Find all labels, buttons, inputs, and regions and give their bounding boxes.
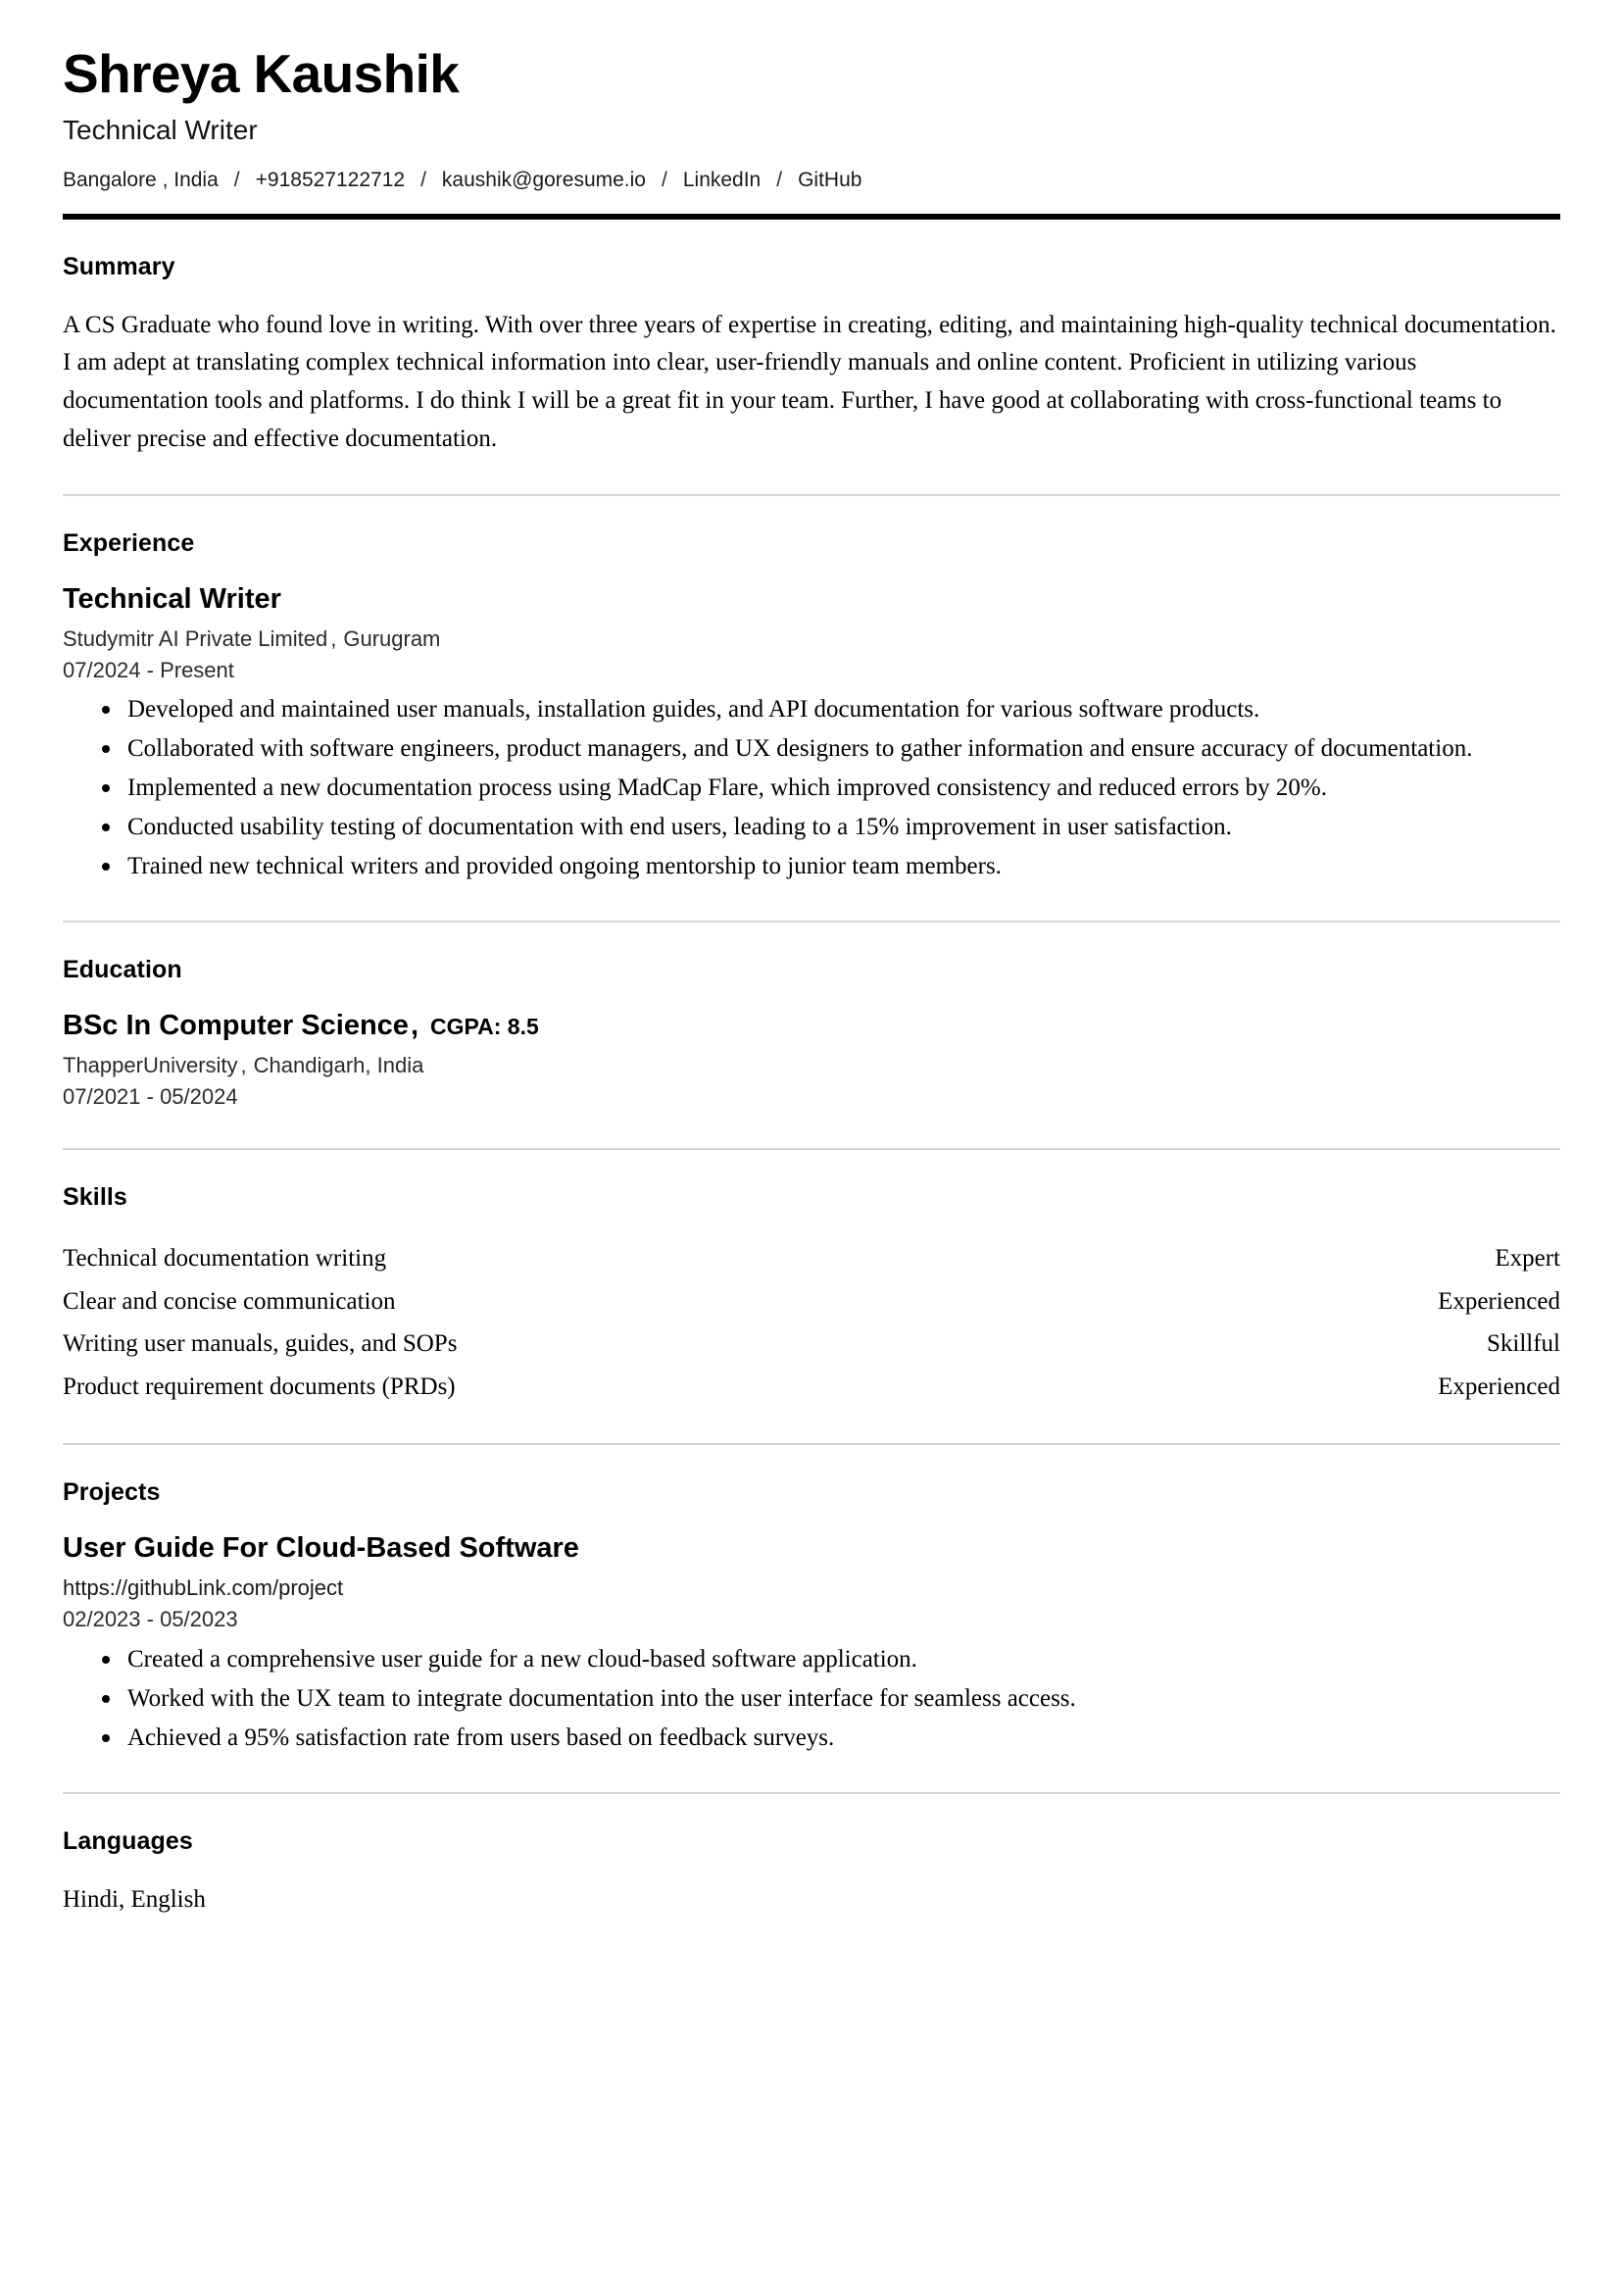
skill-row (63, 1280, 1560, 1323)
experience-location: Gurugram (343, 625, 441, 651)
section-languages (63, 1794, 1560, 1919)
resume-header (63, 0, 1560, 220)
experience-company: Studymitr AI Private Limited (63, 625, 328, 651)
education-dates: 07/2021 - 05/2024 (63, 1084, 238, 1110)
contact-linkedin-link[interactable]: LinkedIn (682, 169, 762, 192)
contact-email[interactable]: kaushik@goresume.io (441, 169, 646, 192)
list-item: Conducted usability testing of documentation with end users, leading to a 15% improvement in user satisfaction. (63, 809, 1560, 846)
experience-bullet-list (63, 691, 1560, 885)
skill-row (63, 1323, 1560, 1366)
list-item: Collaborated with software engineers, product managers, and UX designers to gather information and ensure accuracy of documentation. (63, 730, 1560, 768)
section-title-languages: Languages (63, 1827, 193, 1856)
project-title-text: User Guide For Cloud-Based Software (63, 1532, 579, 1565)
skill-level: Skillful (1486, 1330, 1560, 1358)
education-location: Chandigarh, India (253, 1053, 424, 1078)
section-title-summary: Summary (63, 252, 175, 280)
project-entry (63, 1532, 1560, 1757)
section-summary (63, 220, 1560, 496)
experience-company-location (63, 624, 1560, 655)
skill-level: Experienced (1438, 1287, 1560, 1315)
page-title: Shreya Kaushik (63, 43, 460, 104)
experience-job-title-text: Technical Writer (63, 582, 281, 615)
experience-entry (63, 583, 1560, 886)
contact-separator: / (776, 169, 783, 192)
resume-content (63, 0, 1560, 1919)
skill-row (63, 1237, 1560, 1280)
section-skills (63, 1150, 1560, 1445)
contact-separator: / (420, 169, 426, 192)
list-item: Developed and maintained user manuals, installation guides, and API documentation for various software products. (63, 691, 1560, 728)
list-item: Worked with the UX team to integrate documentation into the user interface for seamless access. (63, 1680, 1560, 1718)
skill-name: Technical documentation writing (63, 1245, 387, 1273)
contact-separator: / (233, 169, 240, 192)
list-item: Achieved a 95% satisfaction rate from users based on feedback surveys. (63, 1720, 1560, 1757)
section-experience (63, 496, 1560, 923)
skill-level: Expert (1495, 1245, 1560, 1273)
project-title (63, 1532, 1560, 1565)
meta-separator: , (240, 1053, 247, 1078)
meta-separator: , (330, 625, 337, 651)
section-title-skills: Skills (63, 1183, 127, 1212)
skills-list (63, 1237, 1560, 1408)
contact-location: Bangalore , India (63, 169, 219, 192)
education-institution: ThapperUniversity (63, 1053, 238, 1078)
project-dates: 02/2023 - 05/2023 (63, 1607, 238, 1632)
project-bullet-list (63, 1641, 1560, 1757)
education-grade: CGPA: 8.5 (430, 1014, 539, 1040)
list-item: Created a comprehensive user guide for a new cloud-based software application. (63, 1641, 1560, 1678)
section-education (63, 923, 1560, 1150)
list-item: Implemented a new documentation process using MadCap Flare, which improved consistency and reduced errors by 20%. (63, 770, 1560, 807)
contact-github-link[interactable]: GitHub (798, 169, 862, 192)
skill-level: Experienced (1438, 1373, 1560, 1400)
list-item: Trained new technical writers and provided ongoing mentorship to junior team members. (63, 848, 1560, 885)
languages-text: Hindi, English (63, 1886, 206, 1914)
section-title-experience: Experience (63, 528, 195, 557)
section-title-education: Education (63, 956, 182, 984)
experience-dates: 07/2024 - Present (63, 657, 234, 682)
section-projects (63, 1445, 1560, 1794)
skill-name: Product requirement documents (PRDs) (63, 1373, 456, 1400)
contact-phone[interactable]: +918527122712 (255, 169, 406, 192)
contact-line (63, 167, 1560, 193)
skill-name: Writing user manuals, guides, and SOPs (63, 1330, 458, 1358)
education-degree-row (63, 1010, 1560, 1042)
summary-text: A CS Graduate who found love in writing. With over three years of expertise in creating, editing, and maintaining high-quality technical documentation. I am adept at translating complex technical information into clear, user-friendly manuals and online content. Proficient in utilizing various documentation tools and platforms. I do think I will be a great fit in your team. Further, I have good at collaborating with cross-functional teams to deliver precise and effective documentation. (63, 311, 1556, 452)
contact-separator: / (662, 169, 667, 192)
education-entry (63, 1010, 1560, 1113)
skill-name: Clear and concise communication (63, 1287, 396, 1315)
project-link[interactable]: https://githubLink.com/project (63, 1575, 344, 1601)
experience-job-title (63, 583, 1560, 616)
education-institution-location (63, 1050, 1560, 1081)
section-title-projects: Projects (63, 1478, 161, 1507)
skill-row (63, 1366, 1560, 1409)
education-degree: BSc In Computer Science (63, 1010, 409, 1042)
degree-separator: , (410, 1010, 418, 1042)
header-job-title: Technical Writer (63, 115, 258, 146)
